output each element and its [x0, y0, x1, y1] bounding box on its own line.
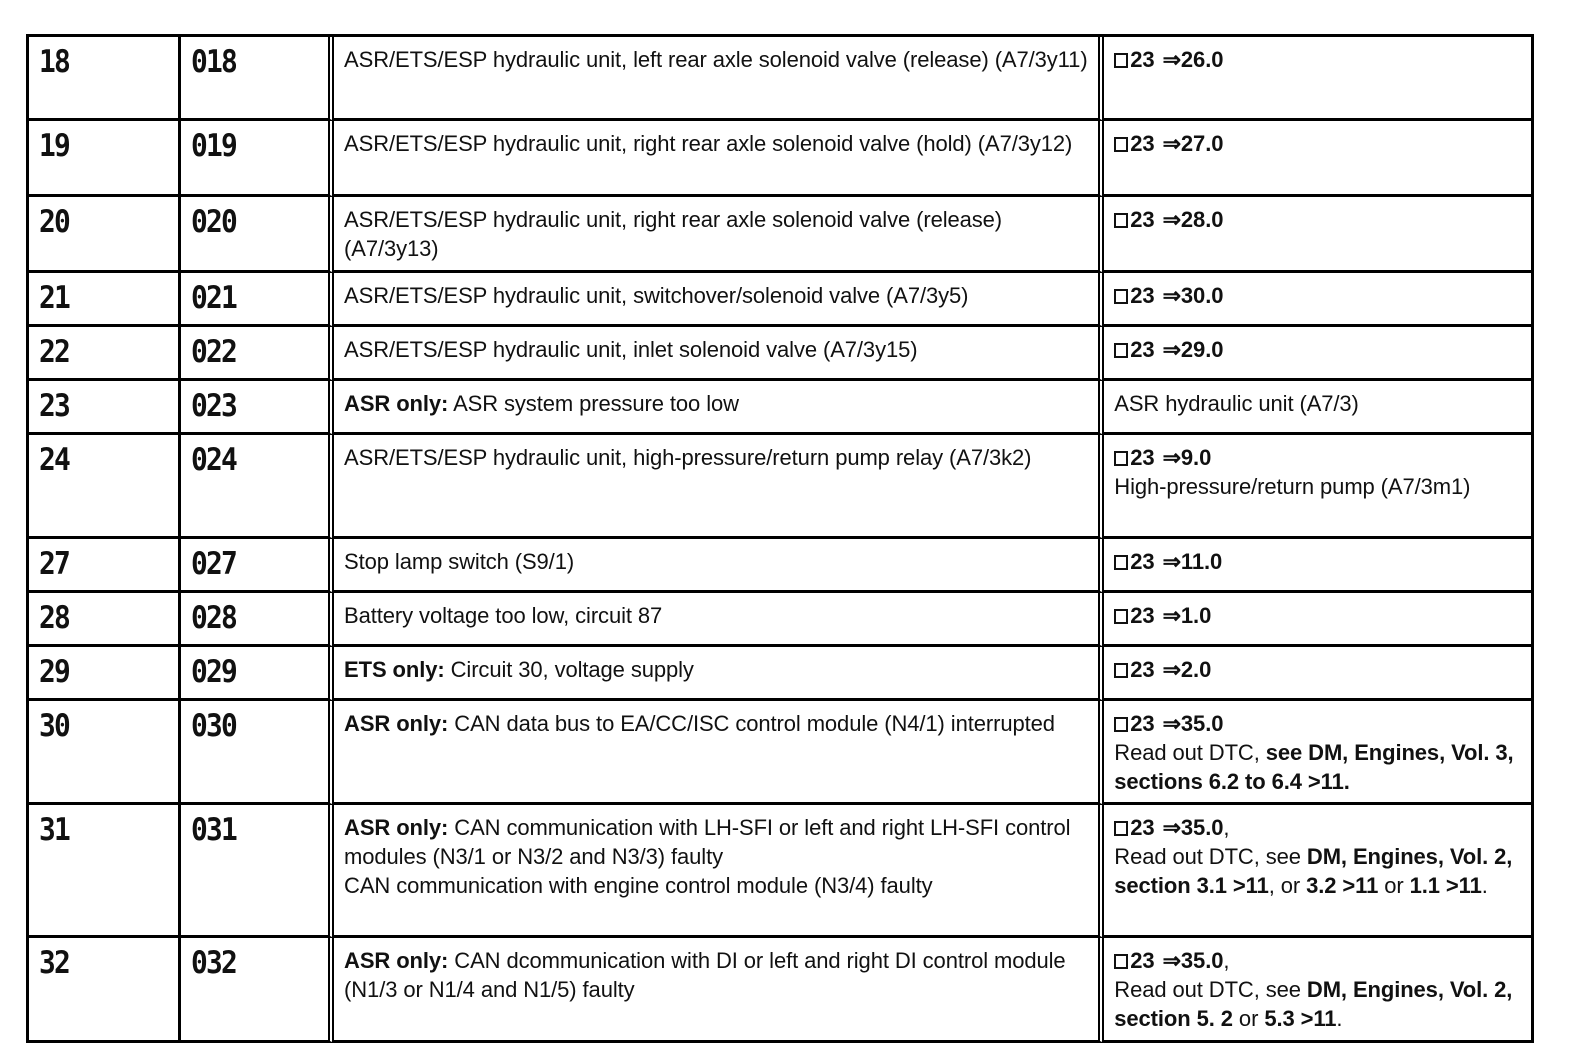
test-chapter: 23: [1130, 948, 1155, 973]
bold-text: DM, Engines, Vol. 2, section 3.1 >11: [1114, 844, 1513, 898]
fault-description-cell: [334, 197, 1104, 273]
table-row: [29, 381, 1534, 435]
dtc-code-padded: 024: [191, 442, 237, 478]
book-icon: [1114, 289, 1128, 304]
bold-text: ASR only:: [344, 815, 449, 840]
book-icon: [1114, 954, 1128, 969]
bold-text: ASR only:: [344, 948, 449, 973]
test-step-cell: [1104, 273, 1534, 327]
dtc-code: 30: [39, 708, 69, 744]
additional-info: [1114, 472, 1521, 501]
book-icon: [1114, 137, 1128, 152]
text: Stop lamp switch (S9/1): [344, 549, 575, 574]
test-chapter: 23: [1130, 207, 1155, 232]
fault-description-cell: [334, 593, 1104, 647]
dtc-code-padded-cell: [181, 435, 334, 539]
table-row: [29, 327, 1534, 381]
text: ASR hydraulic unit (A7/3): [1114, 391, 1359, 416]
bold-text: 3.2 >11: [1306, 873, 1379, 898]
test-step-cell: [1104, 197, 1534, 273]
dtc-code-padded: 022: [191, 334, 237, 370]
arrow-icon: ⇒: [1162, 207, 1181, 232]
fault-description-cell: [334, 435, 1104, 539]
dtc-code-cell: [29, 701, 181, 805]
book-icon: [1114, 609, 1128, 624]
dtc-code-padded-cell: [181, 381, 334, 435]
text: .: [1336, 1006, 1343, 1031]
text: CAN communication with LH-SFI or left and right LH-SFI control modules (N3/1 or N3/2 and N3/3) faulty: [344, 815, 1071, 869]
text: ASR system pressure too low: [448, 391, 739, 416]
dtc-code-cell: [29, 37, 181, 121]
test-step-cell: [1104, 327, 1534, 381]
table-row: [29, 593, 1534, 647]
text: Read out DTC, see: [1114, 844, 1307, 869]
text: , or: [1268, 873, 1307, 898]
dtc-code: 23: [39, 388, 69, 424]
arrow-icon: ⇒: [1162, 283, 1181, 308]
arrow-icon: ⇒: [1162, 549, 1181, 574]
arrow-icon: ⇒: [1162, 815, 1181, 840]
test-step-number: 27.0: [1180, 131, 1224, 156]
dtc-code-padded-cell: [181, 938, 334, 1043]
dtc-code-padded: 019: [191, 128, 237, 164]
text: Read out DTC, see: [1114, 977, 1307, 1002]
fault-description-cell: [334, 701, 1104, 805]
test-step-cell: [1104, 701, 1534, 805]
dtc-code-cell: [29, 381, 181, 435]
dtc-code: 29: [39, 654, 69, 690]
dtc-code-cell: [29, 539, 181, 593]
dtc-table-body: [29, 37, 1534, 1043]
dtc-code-padded-cell: [181, 121, 334, 197]
test-step-number: 11.0: [1180, 549, 1223, 574]
dtc-code-padded-cell: [181, 647, 334, 701]
test-step-cell: [1104, 647, 1534, 701]
dtc-code: 20: [39, 204, 69, 240]
table-row: [29, 435, 1534, 539]
test-step-cell: [1104, 593, 1534, 647]
dtc-code-padded-cell: [181, 539, 334, 593]
dtc-table: [26, 34, 1534, 1043]
test-step-number: 35.0: [1180, 711, 1224, 736]
additional-info: [1114, 389, 1521, 418]
dtc-code-padded-cell: [181, 37, 334, 121]
text: ASR/ETS/ESP hydraulic unit, right rear axle solenoid valve (release) (A7/3y13): [344, 207, 1003, 261]
arrow-icon: ⇒: [1162, 603, 1181, 628]
bold-text: DM, Engines, Vol. 2, section 5. 2: [1114, 977, 1513, 1031]
table-row: [29, 805, 1534, 938]
bold-text: see DM, Engines, Vol. 3, sections 6.2 to 6.4 >11.: [1114, 740, 1514, 794]
test-step-number: 29.0: [1180, 337, 1224, 362]
bold-text: 1.1 >11: [1409, 873, 1482, 898]
book-icon: [1114, 53, 1128, 68]
text: or: [1232, 1006, 1265, 1031]
dtc-code-padded-cell: [181, 593, 334, 647]
dtc-code-padded: 028: [191, 600, 237, 636]
test-chapter: 23: [1130, 549, 1155, 574]
dtc-code-cell: [29, 805, 181, 938]
dtc-code-padded-cell: [181, 805, 334, 938]
dtc-code-cell: [29, 327, 181, 381]
book-icon: [1114, 555, 1128, 570]
dtc-code: 21: [39, 280, 69, 316]
text: CAN dcommunication with DI or left and right DI control module (N1/3 or N1/4 and N1/5) faulty: [344, 948, 1066, 1002]
bold-text: 5.3 >11: [1264, 1006, 1337, 1031]
test-step-number: 2.0: [1180, 657, 1212, 682]
test-chapter: 23: [1130, 657, 1155, 682]
dtc-code: 24: [39, 442, 69, 478]
table-row: [29, 273, 1534, 327]
test-step-number: 28.0: [1180, 207, 1224, 232]
test-chapter: 23: [1130, 603, 1155, 628]
dtc-code-padded: 029: [191, 654, 237, 690]
arrow-icon: ⇒: [1162, 47, 1181, 72]
test-step-number: 26.0: [1180, 47, 1224, 72]
fault-description-cell: [334, 273, 1104, 327]
dtc-code: 19: [39, 128, 69, 164]
text: Battery voltage too low, circuit 87: [344, 603, 663, 628]
arrow-icon: ⇒: [1162, 711, 1181, 736]
text: CAN communication with engine control module (N3/4) faulty: [344, 873, 933, 898]
dtc-code-cell: [29, 273, 181, 327]
test-chapter: 23: [1130, 47, 1155, 72]
test-step-cell: [1104, 435, 1534, 539]
text: Read out DTC,: [1114, 740, 1266, 765]
book-icon: [1114, 717, 1128, 732]
book-icon: [1114, 663, 1128, 678]
test-step-cell: [1104, 381, 1534, 435]
dtc-code: 18: [39, 44, 69, 80]
arrow-icon: ⇒: [1162, 445, 1181, 470]
test-step-cell: [1104, 805, 1534, 938]
dtc-code-cell: [29, 938, 181, 1043]
text: or: [1378, 873, 1410, 898]
punctuation: ,: [1223, 815, 1230, 840]
text: Circuit 30, voltage supply: [444, 657, 694, 682]
dtc-code-cell: [29, 121, 181, 197]
fault-description-cell: [334, 37, 1104, 121]
dtc-code-padded: 018: [191, 44, 237, 80]
table-row: [29, 539, 1534, 593]
dtc-code-padded-cell: [181, 197, 334, 273]
test-step-cell: [1104, 37, 1534, 121]
arrow-icon: ⇒: [1162, 657, 1181, 682]
dtc-code-padded: 030: [191, 708, 237, 744]
arrow-icon: ⇒: [1162, 948, 1181, 973]
dtc-code-cell: [29, 197, 181, 273]
dtc-code-padded: 021: [191, 280, 237, 316]
fault-description-cell: [334, 539, 1104, 593]
text: ASR/ETS/ESP hydraulic unit, high-pressure/return pump relay (A7/3k2): [344, 445, 1032, 470]
text: ASR/ETS/ESP hydraulic unit, inlet solenoid valve (A7/3y15): [344, 337, 918, 362]
bold-text: ETS only:: [344, 657, 445, 682]
bold-text: ASR only:: [344, 391, 449, 416]
test-chapter: 23: [1130, 815, 1155, 840]
dtc-code: 28: [39, 600, 69, 636]
bold-text: ASR only:: [344, 711, 449, 736]
table-row: [29, 37, 1534, 121]
table-row: [29, 647, 1534, 701]
dtc-code-cell: [29, 435, 181, 539]
dtc-code: 27: [39, 546, 69, 582]
arrow-icon: ⇒: [1162, 337, 1181, 362]
book-icon: [1114, 451, 1128, 466]
test-step-cell: [1104, 121, 1534, 197]
dtc-code: 32: [39, 945, 69, 981]
test-chapter: 23: [1130, 283, 1155, 308]
test-step-number: 1.0: [1180, 603, 1212, 628]
punctuation: ,: [1223, 948, 1230, 973]
fault-description-cell: [334, 938, 1104, 1043]
table-row: [29, 938, 1534, 1043]
book-icon: [1114, 213, 1128, 228]
text: ASR/ETS/ESP hydraulic unit, left rear axle solenoid valve (release) (A7/3y11): [344, 47, 1088, 72]
table-row: [29, 121, 1534, 197]
test-chapter: 23: [1130, 337, 1155, 362]
table-row: [29, 701, 1534, 805]
book-icon: [1114, 343, 1128, 358]
test-step-cell: [1104, 938, 1534, 1043]
text: .: [1481, 873, 1488, 898]
table-row: [29, 197, 1534, 273]
dtc-code-padded-cell: [181, 273, 334, 327]
dtc-code-padded-cell: [181, 327, 334, 381]
dtc-code-padded: 027: [191, 546, 237, 582]
test-chapter: 23: [1130, 711, 1155, 736]
dtc-code-padded: 020: [191, 204, 237, 240]
dtc-code-cell: [29, 593, 181, 647]
additional-info: [1114, 842, 1521, 900]
dtc-code-cell: [29, 647, 181, 701]
test-step-number: 35.0: [1180, 948, 1224, 973]
test-chapter: 23: [1130, 445, 1155, 470]
dtc-code: 31: [39, 812, 69, 848]
dtc-code-padded-cell: [181, 701, 334, 805]
text: CAN data bus to EA/CC/ISC control module (N4/1) interrupted: [448, 711, 1055, 736]
text: High-pressure/return pump (A7/3m1): [1114, 474, 1471, 499]
fault-description-cell: [334, 121, 1104, 197]
fault-description-cell: [334, 381, 1104, 435]
dtc-code: 22: [39, 334, 69, 370]
test-step-number: 30.0: [1180, 283, 1224, 308]
test-chapter: 23: [1130, 131, 1155, 156]
additional-info: [1114, 738, 1521, 796]
additional-info: [1114, 975, 1521, 1033]
arrow-icon: ⇒: [1162, 131, 1181, 156]
fault-description-cell: [334, 805, 1104, 938]
test-step-number: 35.0: [1180, 815, 1224, 840]
fault-description-cell: [334, 327, 1104, 381]
text: ASR/ETS/ESP hydraulic unit, right rear axle solenoid valve (hold) (A7/3y12): [344, 131, 1073, 156]
dtc-code-padded: 032: [191, 945, 237, 981]
dtc-code-padded: 023: [191, 388, 237, 424]
fault-description-cell: [334, 647, 1104, 701]
dtc-code-padded: 031: [191, 812, 237, 848]
test-step-cell: [1104, 539, 1534, 593]
text: ASR/ETS/ESP hydraulic unit, switchover/solenoid valve (A7/3y5): [344, 283, 969, 308]
test-step-number: 9.0: [1180, 445, 1212, 470]
book-icon: [1114, 821, 1128, 836]
